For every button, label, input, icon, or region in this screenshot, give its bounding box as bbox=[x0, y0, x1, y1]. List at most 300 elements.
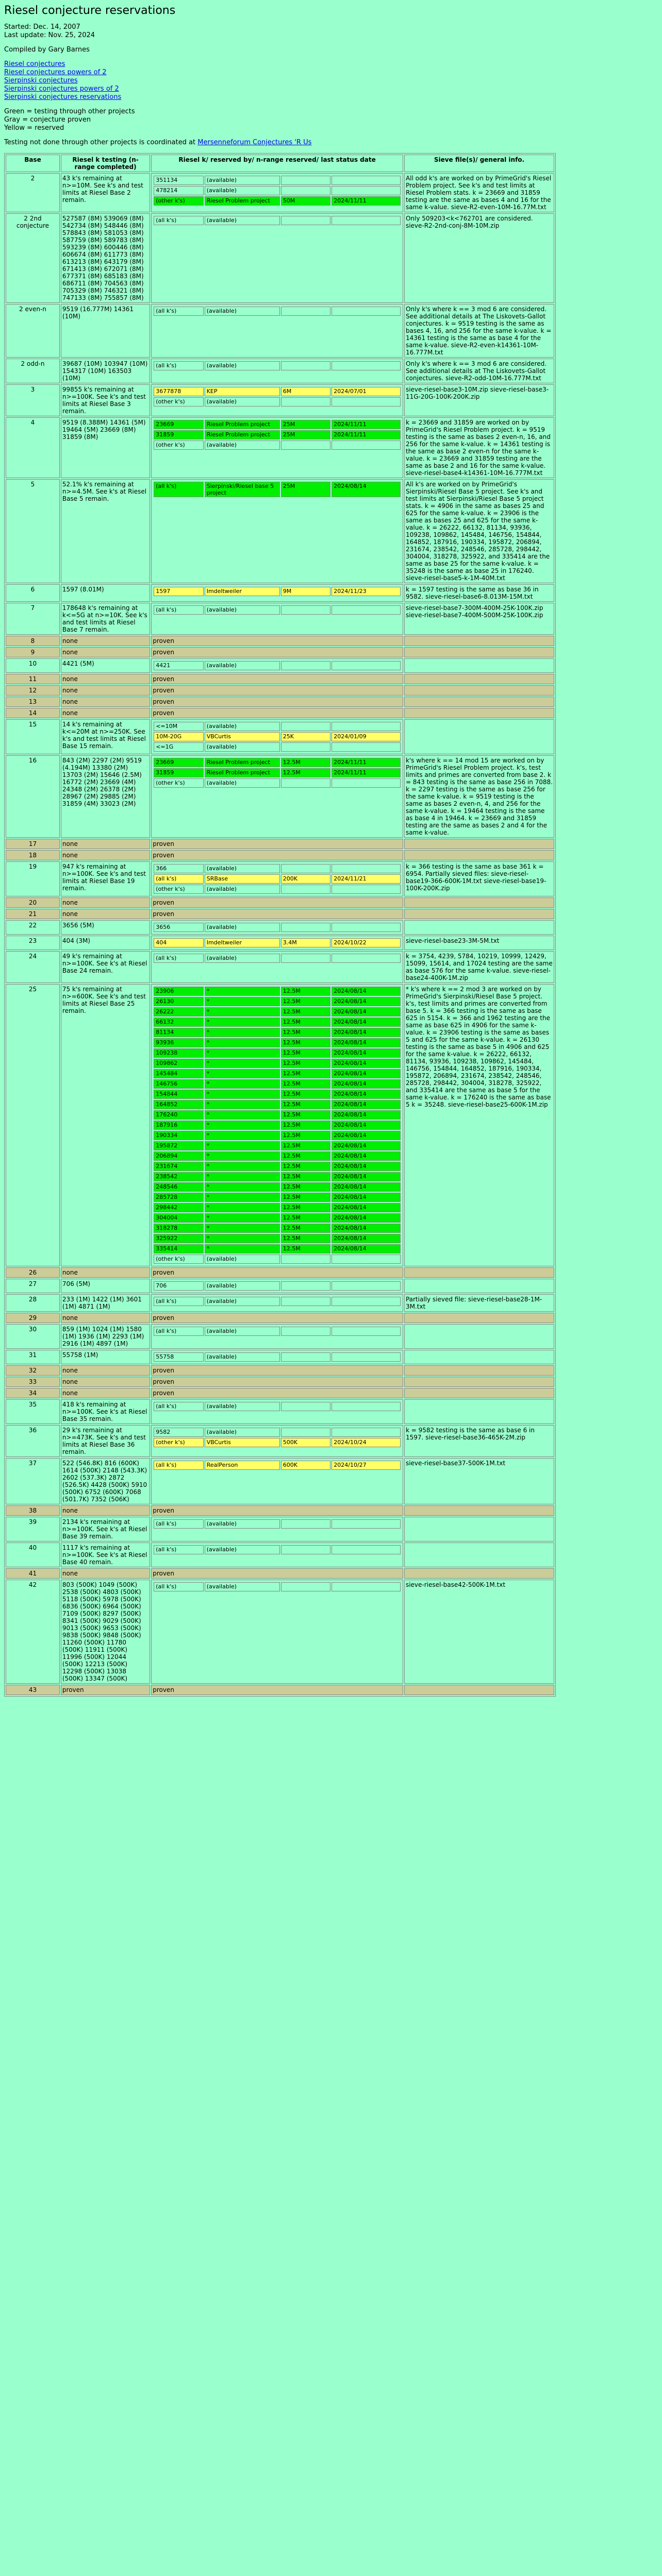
row-reservations bbox=[151, 719, 403, 754]
reservation-owner: (available) bbox=[205, 176, 280, 185]
coordination-note: Testing not done through other projects is coordinated at Mersenneforum Conjectures 'R Us bbox=[4, 139, 312, 146]
reservation-row bbox=[154, 885, 401, 894]
reservation-date bbox=[332, 1281, 401, 1291]
reservation-k: (other k's) bbox=[154, 885, 204, 894]
reservation-owner: * bbox=[205, 1141, 280, 1150]
reservation-date: 2024/11/11 bbox=[332, 196, 401, 206]
reservation-date: 2024/08/14 bbox=[332, 1151, 401, 1161]
table-row bbox=[6, 479, 554, 583]
reservation-k: (other k's) bbox=[154, 196, 204, 206]
reservation-owner: Imdeltweiler bbox=[205, 587, 280, 596]
link-riesel-pow2 bbox=[4, 69, 658, 77]
reservation-owner: (available) bbox=[205, 1428, 280, 1437]
reservation-date: 2024/08/14 bbox=[332, 1244, 401, 1253]
row-base: 8 bbox=[6, 636, 60, 646]
reservation-owner: * bbox=[205, 1213, 280, 1223]
row-res: proven bbox=[151, 1267, 403, 1278]
reservation-row bbox=[154, 1007, 401, 1016]
reservation-nrange: 12.5M bbox=[281, 1121, 331, 1130]
reservation-row bbox=[154, 176, 401, 185]
reservation-owner: (available) bbox=[205, 1402, 280, 1411]
reservation-nrange: 12.5M bbox=[281, 1131, 331, 1140]
reservation-row bbox=[154, 605, 401, 615]
row-reservations bbox=[151, 1517, 403, 1541]
row-base: 19 bbox=[6, 861, 60, 896]
reservation-subtable bbox=[153, 386, 402, 408]
row-sieve: Only k's where k == 3 mod 6 are considered. See additional details at The Liskovets-Gallot conjectures. k = 9519 testing is the same as bases 4, 16, and 256 for the same k-value. k = 14361 testing is the same as base 4 for the same k-value. sieve-R2-even-k14361-10M-16.777M.txt bbox=[404, 304, 554, 358]
row-base: 16 bbox=[6, 755, 60, 838]
reservation-k: 109862 bbox=[154, 1059, 204, 1068]
reservation-nrange: 25M bbox=[281, 430, 331, 439]
row-base: 40 bbox=[6, 1543, 60, 1567]
reservation-k: (all k's) bbox=[154, 361, 204, 370]
reservation-k: 325922 bbox=[154, 1234, 204, 1243]
row-base: 20 bbox=[6, 897, 60, 908]
row-base: 26 bbox=[6, 1267, 60, 1278]
table-row bbox=[6, 719, 554, 754]
row-test: 522 (546.8K) 816 (600K) 1614 (500K) 2148 (543.3K) 2602 (537.3K) 2872 (526.5K) 4428 (500K) 5910 (500K) 6752 (600K) 7068 (501.7K) 7352 (506K) bbox=[61, 1458, 150, 1504]
reservation-date bbox=[332, 397, 401, 406]
reservation-owner: * bbox=[205, 1100, 280, 1109]
reservation-nrange bbox=[281, 778, 331, 788]
reservation-k: 3656 bbox=[154, 923, 204, 932]
row-sieve: All odd k's are worked on by PrimeGrid's Riesel Problem project. See k's and test limits at Riesel Problem stats. k = 23669 and 31859 testing are the same as bases 4 and 16 for the same k-value. sieve-R2-even-10M-16.77M.txt bbox=[404, 173, 554, 212]
reservation-row bbox=[154, 938, 401, 947]
row-test: 2134 k's remaining at n>=100K. See k's at Riesel Base 39 remain. bbox=[61, 1517, 150, 1541]
reservation-date bbox=[332, 864, 401, 873]
nav-link[interactable]: Riesel conjectures bbox=[4, 60, 65, 68]
row-sieve: k = 366 testing is the same as base 361 k = 6954. Partially sieved files: sieve-riesel-base19-366-600K-1M.txt sieve-riesel-base19-100K-200K.zip bbox=[404, 861, 554, 896]
row-sieve bbox=[404, 658, 554, 673]
reservation-owner: Sierpinski/Riesel base 5 project bbox=[205, 482, 280, 497]
reservation-k: 206894 bbox=[154, 1151, 204, 1161]
row-sieve bbox=[404, 697, 554, 707]
reservation-nrange bbox=[281, 361, 331, 370]
reservation-date: 2024/08/14 bbox=[332, 1203, 401, 1212]
reservation-nrange bbox=[281, 1582, 331, 1591]
reservation-owner: (available) bbox=[205, 397, 280, 406]
reservation-k: 298442 bbox=[154, 1203, 204, 1212]
row-res: proven bbox=[151, 1377, 403, 1387]
reservation-nrange: 12.5M bbox=[281, 1100, 331, 1109]
row-reservations bbox=[151, 1324, 403, 1349]
row-reservations bbox=[151, 658, 403, 673]
reservation-owner: (available) bbox=[205, 778, 280, 788]
reservation-row bbox=[154, 661, 401, 670]
reservation-row bbox=[154, 874, 401, 884]
reservation-owner: * bbox=[205, 1193, 280, 1202]
reservation-row bbox=[154, 216, 401, 225]
reservation-nrange bbox=[281, 1428, 331, 1437]
row-test: 843 (2M) 2297 (2M) 9519 (4.194M) 13380 (2M) 13703 (2M) 15646 (2.5M) 16772 (2M) 23669 (4M) 24348 (2M) 26378 (2M) 28967 (2M) 29885 (2M) 31859 (4M) 33023 (2M) bbox=[61, 755, 150, 838]
row-sieve: Only k's where k == 3 mod 6 are considered. See additional details at The Liskovets-Gallot conjectures. sieve-R2-odd-10M-16.777M.txt bbox=[404, 359, 554, 383]
header-test: Riesel k testing (n-range completed) bbox=[61, 155, 150, 172]
reservation-row bbox=[154, 864, 401, 873]
reservation-k: 3677878 bbox=[154, 387, 204, 396]
reservation-owner: * bbox=[205, 1162, 280, 1171]
reservation-k: (all k's) bbox=[154, 1327, 204, 1336]
table-row bbox=[6, 603, 554, 635]
reservation-date bbox=[332, 1428, 401, 1437]
reservation-owner: Riesel Problem project bbox=[205, 430, 280, 439]
reservation-date: 2024/08/14 bbox=[332, 1193, 401, 1202]
row-base: 29 bbox=[6, 1313, 60, 1323]
reservation-subtable bbox=[153, 1296, 402, 1307]
reservation-subtable bbox=[153, 1518, 402, 1530]
nav-link[interactable]: Sierpinski conjectures reservations bbox=[4, 93, 122, 101]
row-res: proven bbox=[151, 697, 403, 707]
reservation-k: 31859 bbox=[154, 430, 204, 439]
reservation-subtable bbox=[153, 863, 402, 895]
row-base: 2 2nd conjecture bbox=[6, 213, 60, 303]
row-status: none bbox=[61, 1365, 150, 1376]
row-base: 5 bbox=[6, 479, 60, 583]
row-reservations bbox=[151, 984, 403, 1266]
table-row bbox=[6, 674, 554, 684]
reservation-date: 2024/08/14 bbox=[332, 1162, 401, 1171]
reservation-nrange: 12.5M bbox=[281, 1213, 331, 1223]
header-base: Base bbox=[6, 155, 60, 172]
reservation-owner: (available) bbox=[205, 440, 280, 450]
reservation-row bbox=[154, 1121, 401, 1130]
row-reservations bbox=[151, 1350, 403, 1364]
row-test: 9519 (8.388M) 14361 (5M) 19464 (5M) 23669 (8M) 31859 (8M) bbox=[61, 417, 150, 478]
row-sieve bbox=[404, 1350, 554, 1364]
reservation-row bbox=[154, 1234, 401, 1243]
row-sieve bbox=[404, 1365, 554, 1376]
row-base: 33 bbox=[6, 1377, 60, 1387]
reservation-owner: (available) bbox=[205, 722, 280, 731]
row-base: 24 bbox=[6, 951, 60, 983]
reservation-date: 2024/11/11 bbox=[332, 758, 401, 767]
reservation-k: 23669 bbox=[154, 420, 204, 429]
reservation-owner: KEP bbox=[205, 387, 280, 396]
reservation-subtable bbox=[153, 1401, 402, 1412]
reservation-nrange: 12.5M bbox=[281, 1193, 331, 1202]
reservation-owner: (available) bbox=[205, 923, 280, 932]
reservation-row bbox=[154, 1100, 401, 1109]
row-test: 29 k's remaining at n>=473K. See k's and test limits at Riesel Base 36 remain. bbox=[61, 1425, 150, 1457]
row-reservations bbox=[151, 1399, 403, 1424]
reservation-date bbox=[332, 923, 401, 932]
legend-gray: Gray = conjecture proven bbox=[4, 116, 91, 124]
row-reservations bbox=[151, 304, 403, 358]
row-reservations bbox=[151, 1294, 403, 1312]
reservation-row bbox=[154, 732, 401, 741]
reservation-owner: * bbox=[205, 1224, 280, 1233]
reservation-date: 2024/08/14 bbox=[332, 1028, 401, 1037]
reservation-nrange: 6M bbox=[281, 387, 331, 396]
reservation-date: 2024/10/22 bbox=[332, 938, 401, 947]
reservation-date: 2024/08/14 bbox=[332, 1079, 401, 1089]
reservation-row bbox=[154, 768, 401, 777]
row-res: proven bbox=[151, 685, 403, 696]
table-row bbox=[6, 173, 554, 212]
reservation-owner: * bbox=[205, 1121, 280, 1130]
row-status: none bbox=[61, 839, 150, 849]
reservation-date: 2024/01/09 bbox=[332, 732, 401, 741]
nav-link[interactable]: Sierpinski conjectures powers of 2 bbox=[4, 85, 119, 93]
reservation-subtable bbox=[153, 660, 402, 671]
row-test: 803 (500K) 1049 (500K) 2538 (500K) 4803 (500K) 5118 (500K) 5978 (500K) 6836 (500K) 6964 (500K) 7109 (500K) 8297 (500K) 8341 (500K) 9029 (500K) 9013 (500K) 9653 (500K) 9838 (500K) 9848 (500K) 11260 (500K) 11780 (500K) 11911 (500K) 11996 (500K) 12044 (500K) 12213 (500K) 12298 (500K) 13038 (500K) 13347 (500K) bbox=[61, 1580, 150, 1684]
reservation-date: 2024/07/01 bbox=[332, 387, 401, 396]
row-sieve bbox=[404, 1517, 554, 1541]
reservation-k: (other k's) bbox=[154, 397, 204, 406]
reservation-k: 4421 bbox=[154, 661, 204, 670]
reservation-row bbox=[154, 397, 401, 406]
row-sieve: sieve-riesel-base37-500K-1M.txt bbox=[404, 1458, 554, 1504]
row-reservations bbox=[151, 951, 403, 983]
reservation-date bbox=[332, 885, 401, 894]
reservation-owner: * bbox=[205, 1079, 280, 1089]
row-reservations bbox=[151, 417, 403, 478]
reservation-owner: (available) bbox=[205, 1297, 280, 1306]
reservation-date bbox=[332, 1582, 401, 1591]
row-sieve: k's where k == 14 mod 15 are worked on by PrimeGrid's Riesel Problem project. k's, test limits and primes are converted from base 2. k = 843 testing is the same as base 256 in 7088. k = 2297 testing is the same as base 256 for the same k-value. k = 9519 testing is the same as bases 2 even-n, 4, and 256 for the same k-value. k = 19464 testing is the same as base 4 in 19464. k = 23669 and 31859 testing are the same as bases 2 and 4 for the same k-value. bbox=[404, 755, 554, 838]
reservation-k: 26222 bbox=[154, 1007, 204, 1016]
table-row bbox=[6, 417, 554, 478]
reservation-owner: RealPerson bbox=[205, 1461, 280, 1470]
reservation-nrange bbox=[281, 1402, 331, 1411]
reservation-subtable bbox=[153, 937, 402, 948]
reservation-row bbox=[154, 1297, 401, 1306]
link-sierpinski-pow2 bbox=[4, 85, 658, 93]
reservation-k: 404 bbox=[154, 938, 204, 947]
reservation-row bbox=[154, 186, 401, 195]
reservation-owner: (available) bbox=[205, 1545, 280, 1554]
row-sieve bbox=[404, 920, 554, 935]
row-sieve: All k's are worked on by PrimeGrid's Sierpinski/Riesel Base 5 project. See k's and test limits at Sierpinski/Riesel Base 5 project stats. k = 4906 in the same as bases 25 and 625 for the same k-value. k = 23906 is the same as bases 25 and 625 for the same k-value. k = 26222, 66132, 81134, 93936, 109238, 109862, 145484, 146756, 154844, 164852, 187916, 190334, 195872, 206894, 231674, 238542, 248546, 285728, 298442, 304004, 318278, 325922, and 335414 are the same as base 25 for the same k-value. k = 35248 is the same as base 25 in 176240. sieve-riesel-base5-k-1M-40M.txt bbox=[404, 479, 554, 583]
reservation-k: 187916 bbox=[154, 1121, 204, 1130]
table-row bbox=[6, 839, 554, 849]
reservation-nrange: 9M bbox=[281, 587, 331, 596]
row-reservations bbox=[151, 1543, 403, 1567]
row-reservations bbox=[151, 384, 403, 416]
nav-link[interactable]: Sierpinski conjectures bbox=[4, 77, 78, 84]
row-reservations bbox=[151, 359, 403, 383]
row-status: none bbox=[61, 909, 150, 919]
row-res: proven bbox=[151, 909, 403, 919]
reservation-k: 285728 bbox=[154, 1193, 204, 1202]
last-update-date: Last update: Nov. 25, 2024 bbox=[4, 31, 95, 39]
reservation-row bbox=[154, 722, 401, 731]
row-res: proven bbox=[151, 708, 403, 718]
row-status: none bbox=[61, 708, 150, 718]
row-res: proven bbox=[151, 897, 403, 908]
reservation-date: 2024/08/14 bbox=[332, 1234, 401, 1243]
row-status: none bbox=[61, 674, 150, 684]
reservation-subtable bbox=[153, 604, 402, 616]
reservation-nrange: 12.5M bbox=[281, 1028, 331, 1037]
reservation-subtable bbox=[153, 360, 402, 371]
reservation-date bbox=[332, 440, 401, 450]
table-row bbox=[6, 636, 554, 646]
row-reservations bbox=[151, 1279, 403, 1293]
reservation-date: 2024/08/14 bbox=[332, 1213, 401, 1223]
reservation-nrange bbox=[281, 1281, 331, 1291]
reservation-date: 2024/08/14 bbox=[332, 1090, 401, 1099]
reservation-nrange bbox=[281, 440, 331, 450]
row-sieve bbox=[404, 850, 554, 860]
row-reservations bbox=[151, 861, 403, 896]
table-row bbox=[6, 1267, 554, 1278]
reservation-date: 2024/08/14 bbox=[332, 482, 401, 497]
table-row bbox=[6, 1568, 554, 1579]
reservation-owner: * bbox=[205, 1203, 280, 1212]
reservation-row bbox=[154, 742, 401, 752]
reservation-date: 2024/08/14 bbox=[332, 1069, 401, 1078]
reservation-nrange: 12.5M bbox=[281, 1038, 331, 1047]
table-row bbox=[6, 1350, 554, 1364]
reservation-owner: * bbox=[205, 1028, 280, 1037]
row-test: 418 k's remaining at n>=100K. See k's at Riesel Base 35 remain. bbox=[61, 1399, 150, 1424]
reservation-row bbox=[154, 361, 401, 370]
reservation-nrange: 500K bbox=[281, 1438, 331, 1447]
reservation-date bbox=[332, 186, 401, 195]
table-row bbox=[6, 1505, 554, 1516]
reservation-row bbox=[154, 1255, 401, 1264]
reservation-nrange bbox=[281, 923, 331, 932]
row-sieve bbox=[404, 1324, 554, 1349]
reservation-date bbox=[332, 361, 401, 370]
reservation-owner: * bbox=[205, 1069, 280, 1078]
row-base: 2 even-n bbox=[6, 304, 60, 358]
reservation-k: <=10M bbox=[154, 722, 204, 731]
reservation-date: 2024/08/14 bbox=[332, 1007, 401, 1016]
reservation-date: 2024/08/14 bbox=[332, 1018, 401, 1027]
reservation-row bbox=[154, 987, 401, 996]
reservation-subtable bbox=[153, 757, 402, 789]
row-test: 75 k's remaining at n>=600K. See k's and test limits at Riesel Base 25 remain. bbox=[61, 984, 150, 1266]
reservation-owner: * bbox=[205, 1182, 280, 1192]
row-test: 52.1% k's remaining at n>=4.5M. See k's at Riesel Base 5 remain. bbox=[61, 479, 150, 583]
reservation-subtable bbox=[153, 1280, 402, 1292]
reservation-nrange: 12.5M bbox=[281, 1059, 331, 1068]
row-sieve bbox=[404, 1685, 554, 1695]
reservation-owner: SRBase bbox=[205, 874, 280, 884]
row-sieve: k = 9582 testing is the same as base 6 in 1597. sieve-riesel-base36-465K-2M.zip bbox=[404, 1425, 554, 1457]
reservation-nrange bbox=[281, 1327, 331, 1336]
reservation-k: (other k's) bbox=[154, 778, 204, 788]
reservation-row bbox=[154, 1048, 401, 1058]
reservation-nrange: 25M bbox=[281, 420, 331, 429]
row-sieve: Partially sieved file: sieve-riesel-base28-1M-3M.txt bbox=[404, 1294, 554, 1312]
table-row bbox=[6, 1365, 554, 1376]
reservation-nrange: 12.5M bbox=[281, 1244, 331, 1253]
reservation-subtable bbox=[153, 175, 402, 207]
row-status: none bbox=[61, 1505, 150, 1516]
reservation-nrange bbox=[281, 186, 331, 195]
row-sieve bbox=[404, 1279, 554, 1293]
mersenneforum-link[interactable]: Mersenneforum Conjectures 'R Us bbox=[197, 139, 312, 146]
reservation-k: 154844 bbox=[154, 1090, 204, 1099]
reservation-k: (other k's) bbox=[154, 1255, 204, 1264]
reservation-row bbox=[154, 1438, 401, 1447]
reservation-owner: (available) bbox=[205, 1582, 280, 1591]
reservation-date: 2024/08/14 bbox=[332, 1100, 401, 1109]
row-res: proven bbox=[151, 1685, 403, 1695]
reservation-row bbox=[154, 1461, 401, 1470]
reservation-owner: (available) bbox=[205, 307, 280, 316]
row-res: proven bbox=[151, 1505, 403, 1516]
reservation-k: 190334 bbox=[154, 1131, 204, 1140]
row-status: none bbox=[61, 897, 150, 908]
row-base: 15 bbox=[6, 719, 60, 754]
row-base: 22 bbox=[6, 920, 60, 935]
table-row bbox=[6, 850, 554, 860]
reservation-row bbox=[154, 1069, 401, 1078]
reservation-owner: Riesel Problem project bbox=[205, 768, 280, 777]
row-sieve bbox=[404, 647, 554, 657]
row-base: 43 bbox=[6, 1685, 60, 1695]
row-base: 7 bbox=[6, 603, 60, 635]
row-base: 10 bbox=[6, 658, 60, 673]
reservation-k: 318278 bbox=[154, 1224, 204, 1233]
reservation-date bbox=[332, 1255, 401, 1264]
reservation-date bbox=[332, 1402, 401, 1411]
reservation-k: (all k's) bbox=[154, 1582, 204, 1591]
table-row bbox=[6, 1279, 554, 1293]
reservation-date bbox=[332, 742, 401, 752]
reservation-nrange bbox=[281, 1297, 331, 1306]
table-row bbox=[6, 936, 554, 950]
table-row bbox=[6, 359, 554, 383]
reservation-nrange bbox=[281, 722, 331, 731]
reservation-row bbox=[154, 1193, 401, 1202]
row-sieve bbox=[404, 685, 554, 696]
table-row bbox=[6, 951, 554, 983]
reservation-row bbox=[154, 1545, 401, 1554]
reservation-subtable bbox=[153, 953, 402, 964]
row-sieve bbox=[404, 636, 554, 646]
reservation-nrange: 12.5M bbox=[281, 768, 331, 777]
reservation-nrange: 12.5M bbox=[281, 1203, 331, 1212]
table-row bbox=[6, 708, 554, 718]
table-row bbox=[6, 1425, 554, 1457]
reservation-row bbox=[154, 387, 401, 396]
row-res: proven bbox=[151, 647, 403, 657]
row-sieve bbox=[404, 1377, 554, 1387]
reservation-owner: (available) bbox=[205, 864, 280, 873]
reservation-k: (other k's) bbox=[154, 1438, 204, 1447]
row-sieve bbox=[404, 1543, 554, 1567]
row-test: 527587 (8M) 539069 (8M) 542734 (8M) 548446 (8M) 578843 (8M) 581053 (8M) 587759 (8M) 589783 (8M) 593239 (8M) 600446 (8M) 606674 (8M) 611773 (8M) 613213 (8M) 643179 (8M) 671413 (8M) 672071 (8M) 677371 (8M) 685183 (8M) 686711 (8M) 704563 (8M) 705329 (8M) 746321 (8M) 747133 (8M) 755857 (8M) bbox=[61, 213, 150, 303]
reservation-date: 2024/08/14 bbox=[332, 1048, 401, 1058]
reservation-subtable bbox=[153, 1544, 402, 1555]
reservation-subtable bbox=[153, 481, 402, 498]
row-status: none bbox=[61, 636, 150, 646]
reservation-k: (all k's) bbox=[154, 1519, 204, 1529]
table-row bbox=[6, 1399, 554, 1424]
row-status: none bbox=[61, 850, 150, 860]
reservation-k: (all k's) bbox=[154, 1297, 204, 1306]
reservation-nrange: 12.5M bbox=[281, 1048, 331, 1058]
row-base: 2 odd-n bbox=[6, 359, 60, 383]
reservation-nrange: 12.5M bbox=[281, 1182, 331, 1192]
nav-link[interactable]: Riesel conjectures powers of 2 bbox=[4, 69, 107, 76]
reservation-owner: Riesel Problem project bbox=[205, 196, 280, 206]
reservation-nrange: 50M bbox=[281, 196, 331, 206]
reservation-date: 2024/08/14 bbox=[332, 1110, 401, 1120]
table-row bbox=[6, 1580, 554, 1684]
reservation-owner: * bbox=[205, 1090, 280, 1099]
reservation-k: (all k's) bbox=[154, 1461, 204, 1470]
reservation-owner: (available) bbox=[205, 1519, 280, 1529]
row-test: 99855 k's remaining at n>=100K. See k's and test limits at Riesel Base 3 remain. bbox=[61, 384, 150, 416]
reservation-subtable bbox=[153, 721, 402, 753]
table-row bbox=[6, 1458, 554, 1504]
row-sieve: sieve-riesel-base7-300M-400M-25K-100K.zip sieve-riesel-base7-400M-500M-25K-100K.zip bbox=[404, 603, 554, 635]
